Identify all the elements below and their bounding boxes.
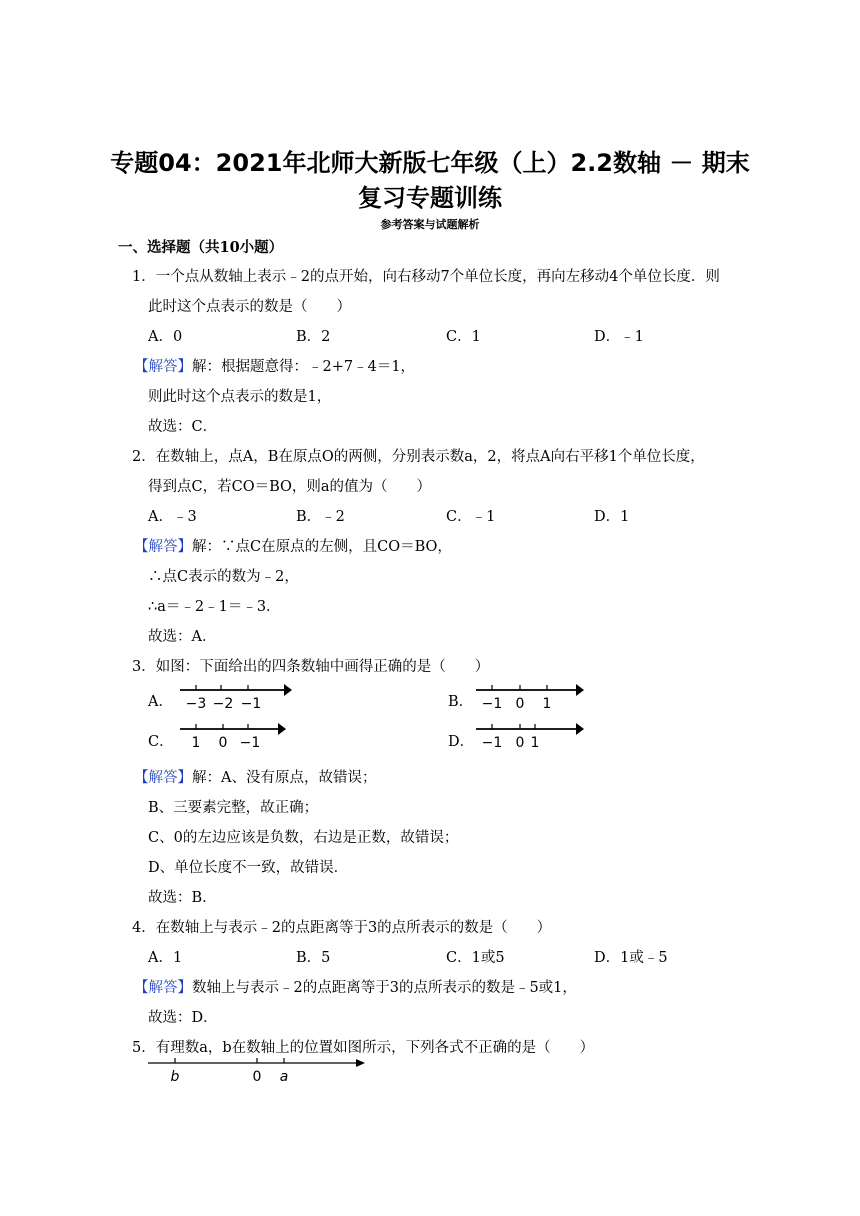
tick-label: −3 <box>185 696 207 711</box>
answer-tag: 【解答】 <box>134 980 192 996</box>
tick-label: −1 <box>481 696 503 711</box>
tick-label: −1 <box>239 735 261 750</box>
q3-answer-line3: C、0的左边应该是负数，右边是正数，故错误； <box>148 830 459 846</box>
q2-option-a: A．﹣3 <box>148 509 197 525</box>
number-line-b <box>472 681 590 711</box>
tick-label: −1 <box>481 735 503 750</box>
q2-line2: 得到点C，若CO＝BO，则a的值为（ ） <box>148 479 432 495</box>
answer-text: 数轴上与表示﹣2的点距离等于3的点所表示的数是﹣5或1， <box>192 980 577 996</box>
q1-line1: 1．一个点从数轴上表示﹣2的点开始，向右移动7个单位长度，再向左移动4个单位长度．则 <box>132 269 720 285</box>
tick-label: 1 <box>542 696 552 711</box>
q1-option-a: A．0 <box>148 329 183 345</box>
tick-label-b: b <box>170 1069 180 1085</box>
q2-answer-line3: ∴a＝﹣2﹣1＝﹣3． <box>148 599 281 615</box>
q5-line1: 5．有理数a，b在数轴上的位置如图所示，下列各式不正确的是（ ） <box>132 1040 595 1056</box>
q1-answer-line1 <box>134 357 415 377</box>
q4-answer-line2: 故选：D． <box>148 1010 218 1026</box>
q2-option-d: D．1 <box>594 509 630 525</box>
answer-text: 解：∵点C在原点的左侧，且CO＝BO， <box>192 539 452 555</box>
answer-tag: 【解答】 <box>134 770 192 786</box>
q1-line2: 此时这个点表示的数是（ ） <box>148 299 351 315</box>
q3-answer-line1 <box>134 768 376 788</box>
q3-option-a: A． <box>148 694 173 710</box>
q4-option-c: C．1或5 <box>446 950 505 966</box>
q2-option-c: C．﹣1 <box>446 509 496 525</box>
q4-option-d: D．1或﹣5 <box>594 950 668 966</box>
tick-label: 1 <box>191 735 201 750</box>
tick-label: −2 <box>212 696 234 711</box>
tick-label: 1 <box>530 735 540 750</box>
q2-option-b: B．﹣2 <box>296 509 345 525</box>
tick-label: 0 <box>515 735 525 750</box>
q3-answer-line5: 故选：B． <box>148 890 217 906</box>
q1-option-b: B．2 <box>296 329 331 345</box>
number-line-a <box>176 681 296 711</box>
page-subtitle: 参考答案与试题解析 <box>380 218 480 231</box>
number-line-q5 <box>146 1054 372 1088</box>
page-title: 专题04：2021年北师大新版七年级（上）2.2数轴 － 期末复习专题训练 <box>110 149 750 212</box>
q4-option-a: A．1 <box>148 950 183 966</box>
answer-text: 解：A、没有原点，故错误； <box>192 770 377 786</box>
q1-answer-line3: 故选：C． <box>148 419 218 435</box>
q3-option-d: D． <box>448 734 475 750</box>
q3-answer-line4: D、单位长度不一致，故错误． <box>148 860 349 876</box>
q1-option-d: D．﹣1 <box>594 329 644 345</box>
q3-option-c: C． <box>148 734 174 750</box>
q2-answer-line1 <box>134 537 452 557</box>
number-line-c <box>176 720 294 750</box>
q3-option-b: B． <box>448 694 474 710</box>
q4-line1: 4．在数轴上与表示﹣2的点距离等于3的点所表示的数是（ ） <box>132 920 552 936</box>
tick-label-zero: 0 <box>252 1069 262 1085</box>
q1-option-c: C．1 <box>446 329 481 345</box>
tick-label: 0 <box>218 735 228 750</box>
answer-text: 解：根据题意得：﹣2+7﹣4＝1， <box>192 359 416 375</box>
q4-option-b: B．5 <box>296 950 331 966</box>
answer-tag: 【解答】 <box>134 539 192 555</box>
q2-answer-line4: 故选：A． <box>148 629 217 645</box>
q2-answer-line2: ∴点C表示的数为﹣2， <box>148 569 299 585</box>
q4-answer-line1 <box>134 978 577 998</box>
tick-label: −1 <box>240 696 262 711</box>
q3-line1: 3．如图：下面给出的四条数轴中画得正确的是（ ） <box>132 659 490 675</box>
tick-label: 0 <box>515 696 525 711</box>
number-line-d <box>472 720 590 750</box>
q1-answer-line2: 则此时这个点表示的数是1， <box>148 389 332 405</box>
tick-label-a: a <box>279 1069 289 1085</box>
q2-line1: 2．在数轴上，点A，B在原点O的两侧，分别表示数a，2，将点A向右平移1个单位长度， <box>132 449 705 465</box>
q3-answer-line2: B、三要素完整，故正确； <box>148 800 319 816</box>
answer-tag: 【解答】 <box>134 359 192 375</box>
section-heading: 一、选择题（共10小题） <box>118 239 284 256</box>
